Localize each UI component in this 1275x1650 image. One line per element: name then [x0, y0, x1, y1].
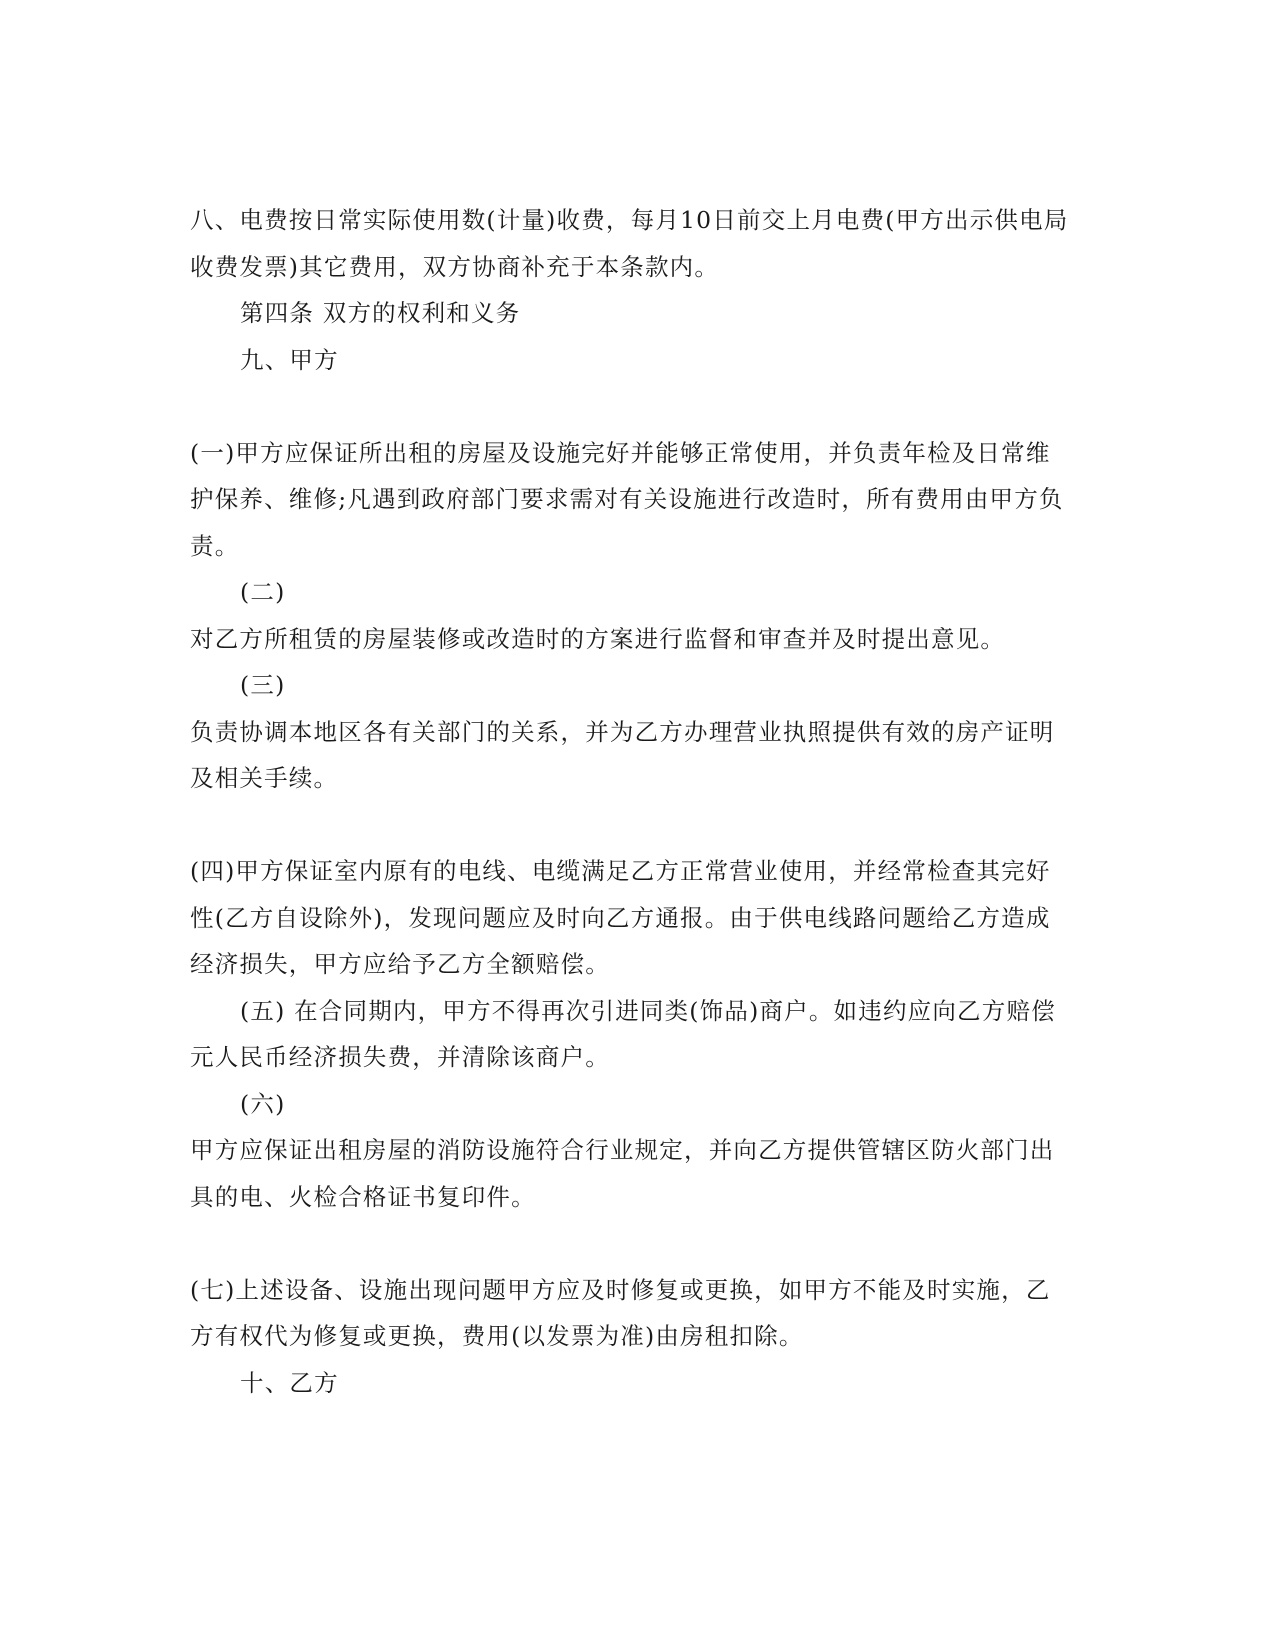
text-line: (五) 在合同期内，甲方不得再次引进同类(饰品)商户。如违约应向乙方赔偿: [240, 997, 1056, 1025]
text-line: 经济损失，甲方应给予乙方全额赔偿。: [190, 950, 610, 978]
text-line: 元人民币经济损失费，并清除该商户。: [190, 1043, 610, 1071]
section-heading: 第四条 双方的权利和义务: [240, 299, 521, 327]
text-line: 护保养、维修;凡遇到政府部门要求需对有关设施进行改造时，所有费用由甲方负: [190, 485, 1064, 513]
text-line: 负责协调本地区各有关部门的关系，并为乙方办理营业执照提供有效的房产证明: [190, 718, 1055, 746]
text-line: 性(乙方自设除外)，发现问题应及时向乙方通报。由于供电线路问题给乙方造成: [190, 904, 1051, 932]
item-number: (六): [240, 1090, 286, 1118]
text-line: 八、电费按日常实际使用数(计量)收费，每月10日前交上月电费(甲方出示供电局: [190, 206, 1069, 234]
text-line: (四)甲方保证室内原有的电线、电缆满足乙方正常营业使用，并经常检查其完好: [190, 857, 1051, 885]
subsection-heading: 九、甲方: [240, 346, 339, 374]
text-line: (一)甲方应保证所出租的房屋及设施完好并能够正常使用，并负责年检及日常维: [190, 439, 1051, 467]
text-line: 责。: [190, 532, 240, 560]
text-line: 方有权代为修复或更换，费用(以发票为准)由房租扣除。: [190, 1322, 804, 1350]
item-number: (三): [240, 671, 286, 699]
text-line: (七)上述设备、设施出现问题甲方应及时修复或更换，如甲方不能及时实施，乙: [190, 1276, 1051, 1304]
text-line: 收费发票)其它费用，双方协商补充于本条款内。: [190, 253, 720, 281]
subsection-heading: 十、乙方: [240, 1369, 339, 1397]
item-number: (二): [240, 578, 286, 606]
text-line: 具的电、火检合格证书复印件。: [190, 1183, 536, 1211]
text-line: 甲方应保证出租房屋的消防设施符合行业规定，并向乙方提供管辖区防火部门出: [190, 1136, 1055, 1164]
text-line: 对乙方所租赁的房屋装修或改造时的方案进行监督和审查并及时提出意见。: [190, 625, 1006, 653]
text-line: 及相关手续。: [190, 764, 339, 792]
